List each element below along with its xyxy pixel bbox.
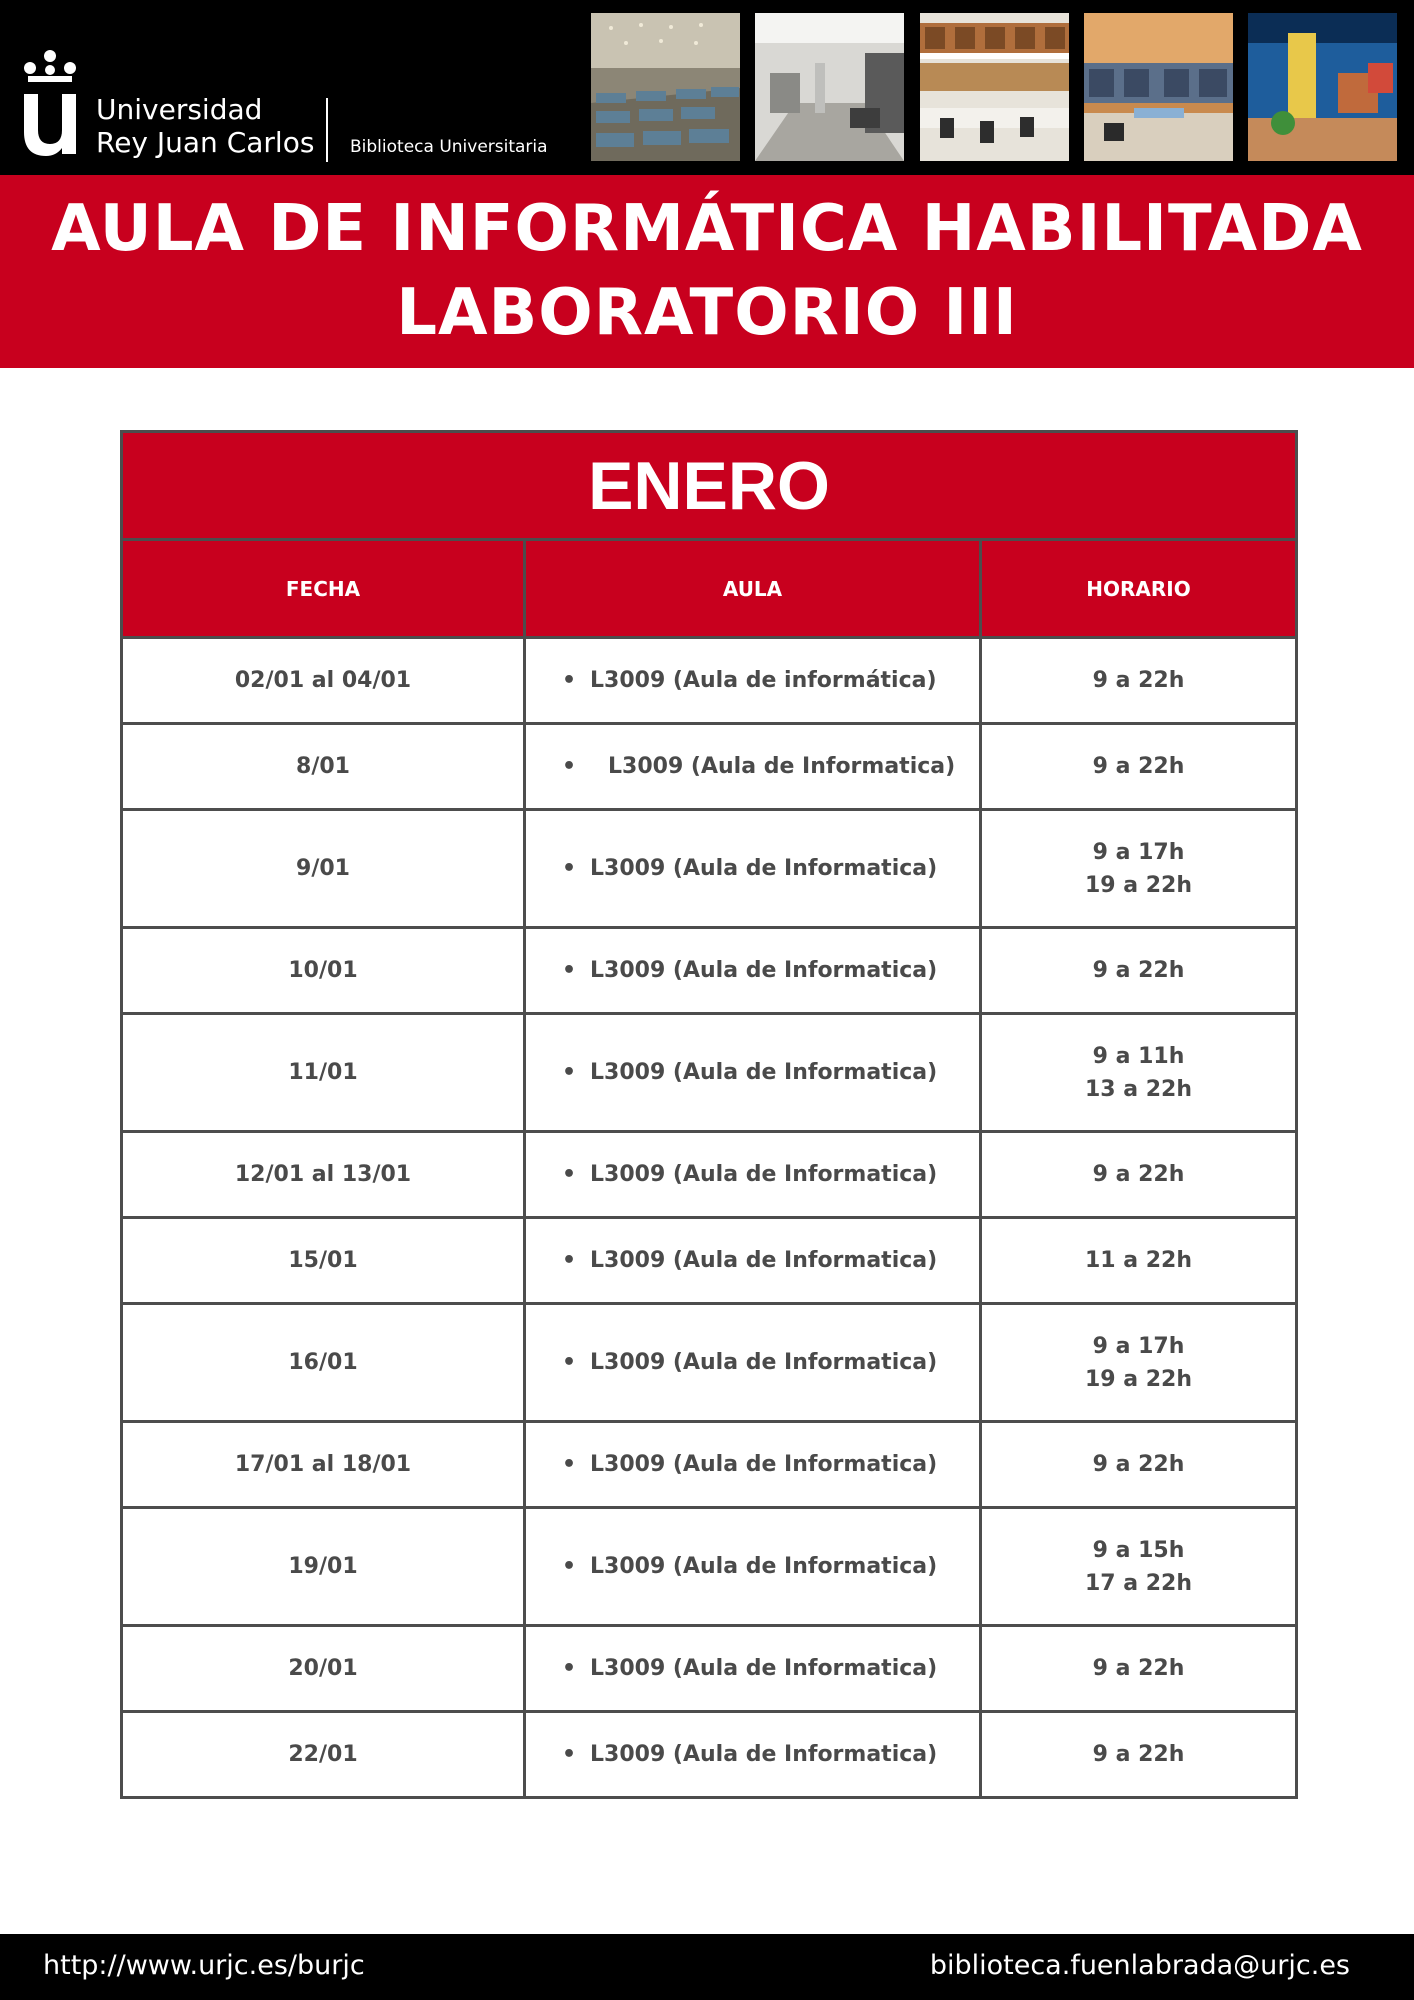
page-subtitle: LABORATORIO III xyxy=(396,276,1018,350)
horario-range: 9 a 22h xyxy=(1092,1742,1185,1767)
table-row xyxy=(122,1626,1297,1712)
table-row xyxy=(122,810,1297,928)
bullet-icon: • xyxy=(562,1656,577,1681)
fecha-cell: 02/01 al 04/01 xyxy=(122,638,525,724)
aula-cell xyxy=(525,638,981,724)
fecha-cell: 9/01 xyxy=(122,810,525,928)
horario-cell xyxy=(981,638,1297,724)
fecha-cell: 8/01 xyxy=(122,724,525,810)
aula-cell xyxy=(525,1218,981,1304)
header-band xyxy=(0,0,1414,175)
month-title: ENERO xyxy=(122,432,1297,540)
aula-name: L3009 (Aula de Informatica) xyxy=(590,1656,938,1681)
library-computer-area-photo xyxy=(920,13,1069,161)
bullet-icon: • xyxy=(562,668,577,693)
horario-range: 19 a 22h xyxy=(1084,1366,1193,1392)
aula-cell xyxy=(525,810,981,928)
fecha-cell: 15/01 xyxy=(122,1218,525,1304)
university-name xyxy=(96,93,314,159)
fecha-cell: 16/01 xyxy=(122,1304,525,1422)
library-corridor-photo xyxy=(755,13,904,161)
horario-cell xyxy=(981,724,1297,810)
horario-range: 17 a 22h xyxy=(1084,1570,1193,1596)
table-row xyxy=(122,1218,1297,1304)
horario-cell xyxy=(981,1218,1297,1304)
fecha-cell: 20/01 xyxy=(122,1626,525,1712)
bullet-icon: • xyxy=(562,958,577,983)
urjc-logo-icon xyxy=(22,48,78,158)
table-row xyxy=(122,1422,1297,1508)
header-divider xyxy=(326,98,328,162)
horario-cell xyxy=(981,810,1297,928)
bullet-icon: • xyxy=(562,1742,577,1767)
table-row xyxy=(122,724,1297,810)
page-title: AULA DE INFORMÁTICA HABILITADA xyxy=(51,192,1363,266)
aula-name: L3009 (Aula de informática) xyxy=(590,668,937,693)
bullet-icon: • xyxy=(562,1162,577,1187)
table-row xyxy=(122,1132,1297,1218)
fecha-cell: 10/01 xyxy=(122,928,525,1014)
horario-cell xyxy=(981,928,1297,1014)
horario-range: 9 a 22h xyxy=(1092,1656,1185,1681)
title-band xyxy=(0,175,1414,368)
horario-range: 9 a 22h xyxy=(1092,958,1185,983)
bullet-icon: • xyxy=(562,754,577,779)
horario-range: 9 a 22h xyxy=(1092,754,1185,779)
horario-cell xyxy=(981,1508,1297,1626)
bullet-icon: • xyxy=(562,1350,577,1375)
horario-range: 9 a 17h xyxy=(1092,1333,1185,1359)
schedule-rows xyxy=(122,638,1297,1798)
aula-name: L3009 (Aula de Informatica) xyxy=(590,1248,938,1273)
aula-name: L3009 (Aula de Informatica) xyxy=(590,1060,938,1085)
aula-cell xyxy=(525,1422,981,1508)
horario-range: 19 a 22h xyxy=(1084,872,1193,898)
horario-range: 13 a 22h xyxy=(1084,1076,1193,1102)
fecha-cell: 22/01 xyxy=(122,1712,525,1798)
aula-cell xyxy=(525,1626,981,1712)
library-study-room-photo xyxy=(1084,13,1233,161)
university-name-line2: Rey Juan Carlos xyxy=(96,126,315,159)
bullet-icon: • xyxy=(562,1060,577,1085)
aula-cell xyxy=(525,724,981,810)
bullet-icon: • xyxy=(562,1554,577,1579)
library-name: Biblioteca Universitaria xyxy=(350,137,548,157)
horario-cell xyxy=(981,1304,1297,1422)
fecha-cell: 19/01 xyxy=(122,1508,525,1626)
aula-name: L3009 (Aula de Informatica) xyxy=(590,1554,938,1579)
aula-name: L3009 (Aula de Informatica) xyxy=(590,958,938,983)
aula-name: L3009 (Aula de Informatica) xyxy=(590,1350,938,1375)
table-row xyxy=(122,928,1297,1014)
aula-name: L3009 (Aula de Informatica) xyxy=(590,1162,938,1187)
aula-cell xyxy=(525,1132,981,1218)
horario-cell xyxy=(981,1712,1297,1798)
aula-cell xyxy=(525,1508,981,1626)
aula-cell xyxy=(525,1014,981,1132)
month-header-row xyxy=(122,432,1297,540)
library-reception-photo xyxy=(1248,13,1397,161)
column-header-horario: HORARIO xyxy=(981,540,1297,638)
aula-name: L3009 (Aula de Informatica) xyxy=(608,754,956,779)
aula-cell xyxy=(525,1712,981,1798)
table-row xyxy=(122,1508,1297,1626)
university-name-line1: Universidad xyxy=(96,93,263,126)
fecha-cell: 11/01 xyxy=(122,1014,525,1132)
contact-email[interactable]: biblioteca.fuenlabrada@urjc.es xyxy=(929,1950,1350,1981)
column-header-row xyxy=(122,540,1297,638)
horario-range: 9 a 22h xyxy=(1092,1452,1185,1477)
bullet-icon: • xyxy=(562,1452,577,1477)
bullet-icon: • xyxy=(562,856,577,881)
column-header-fecha: FECHA xyxy=(122,540,525,638)
table-row xyxy=(122,1304,1297,1422)
horario-range: 9 a 22h xyxy=(1092,668,1185,693)
aula-cell xyxy=(525,1304,981,1422)
fecha-cell: 12/01 al 13/01 xyxy=(122,1132,525,1218)
footer-band xyxy=(0,1934,1414,2000)
horario-range: 9 a 22h xyxy=(1092,1162,1185,1187)
horario-cell xyxy=(981,1422,1297,1508)
column-header-aula: AULA xyxy=(525,540,981,638)
aula-name: L3009 (Aula de Informatica) xyxy=(590,1742,938,1767)
aula-cell xyxy=(525,928,981,1014)
aula-name: L3009 (Aula de Informatica) xyxy=(590,1452,938,1477)
horario-cell xyxy=(981,1132,1297,1218)
bullet-icon: • xyxy=(562,1248,577,1273)
table-row xyxy=(122,1712,1297,1798)
website-link[interactable]: http://www.urjc.es/burjc xyxy=(43,1950,365,1981)
schedule-table xyxy=(120,430,1298,1799)
aula-name: L3009 (Aula de Informatica) xyxy=(590,856,938,881)
table-row xyxy=(122,1014,1297,1132)
table-row xyxy=(122,638,1297,724)
horario-cell xyxy=(981,1014,1297,1132)
horario-range: 11 a 22h xyxy=(1084,1248,1193,1273)
horario-range: 9 a 15h xyxy=(1092,1537,1185,1563)
fecha-cell: 17/01 al 18/01 xyxy=(122,1422,525,1508)
horario-range: 9 a 11h xyxy=(1092,1043,1185,1069)
horario-range: 9 a 17h xyxy=(1092,839,1185,865)
horario-cell xyxy=(981,1626,1297,1712)
library-reading-room-photo xyxy=(591,13,740,161)
